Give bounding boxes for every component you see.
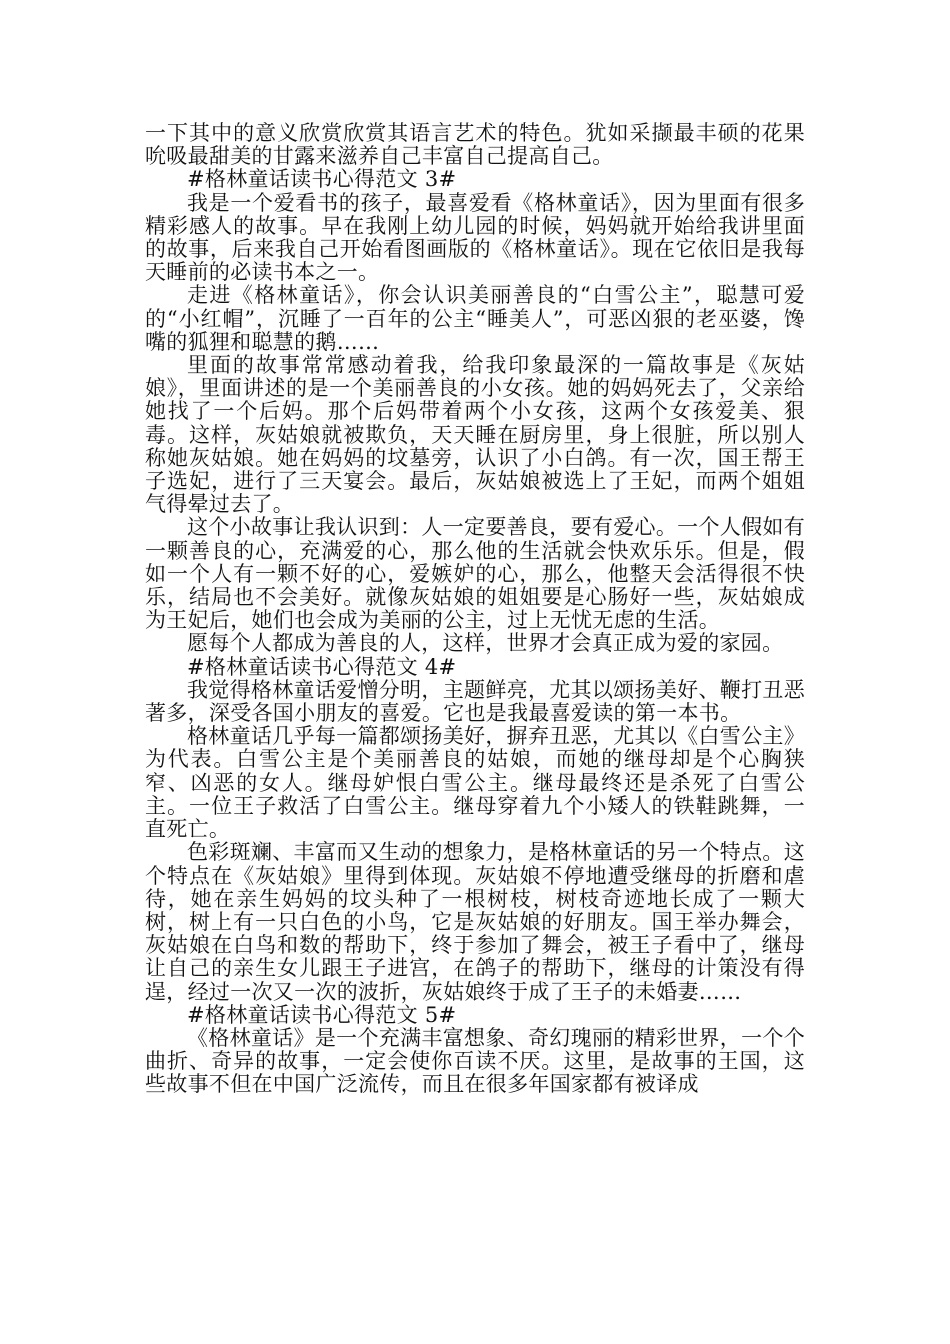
paragraph: 走进《格林童话》，你会认识美丽善良的“白雪公主”，聪慧可爱的“小红帽”，沉睡了一百年的公主“睡美人”，可恶凶狠的老巫婆，馋嘴的狐狸和聪慧的鹅…… <box>145 283 805 354</box>
section-heading-4: #格林童话读书心得范文 4# <box>187 654 457 679</box>
section-heading-3: #格林童话读书心得范文 3# <box>187 167 457 192</box>
paragraph-continued: 一下其中的意义欣赏欣赏其语言艺术的特色。犹如采撷最丰硕的花果吮吸最甜美的甘露来滋养自己丰富自己提高自己。 <box>145 121 805 169</box>
paragraph: 里面的故事常常感动着我，给我印象最深的一篇故事是《灰姑娘》，里面讲述的是一个美丽善良的小女孩。她的妈妈死去了，父亲给她找了一个后妈。那个后妈带着两个小女孩，这两个女孩爱美、狠毒。这样，灰姑娘就被欺负，天天睡在厨房里，身上很脏，所以别人称她灰姑娘。她在妈妈的坟墓旁，认识了小白鸽。有一次，国王帮王子选妃，进行了三天宴会。最后，灰姑娘被选上了王妃，而两个姐姐气得晕过去了。 <box>145 353 805 517</box>
paragraph: 色彩斑斓、丰富而又生动的想象力，是格林童话的另一个特点。这个特点在《灰姑娘》里得到体现。灰姑娘不停地遭受继母的折磨和虐待，她在亲生妈妈的坟头种了一根树枝，树枝奇迹地长成了一颗大树，树上有一只白色的小鸟，它是灰姑娘的好朋友。国王举办舞会，灰姑娘在白鸟和数的帮助下，终于参加了舞会，被王子看中了，继母让自己的亲生女儿跟王子进宫，在鸽子的帮助下，继母的计策没有得逞，经过一次又一次的波折，灰姑娘终于成了王子的未婚妻…… <box>145 840 805 1004</box>
paragraph: 这个小故事让我认识到：人一定要善良，要有爱心。一个人假如有一颗善良的心，充满爱的心，那么他的生活就会快欢乐乐。但是，假如一个人有一颗不好的心，爱嫉妒的心，那么，他整天会活得很不快乐，结局也不会美好。就像灰姑娘的姐姐要是心肠好一些，灰姑娘成为王妃后，她们也会成为美丽的公主，过上无忧无虑的生活。 <box>145 515 805 633</box>
paragraph: 我是一个爱看书的孩子，最喜爱看《格林童话》，因为里面有很多精彩感人的故事。早在我刚上幼儿园的时候，妈妈就开始给我讲里面的故事，后来我自己开始看图画版的《格林童话》。现在它依旧是我每天睡前的必读书本之一。 <box>145 190 805 285</box>
paragraph: 我觉得格林童话爱憎分明，主题鲜亮，尤其以颂扬美好、鞭打丑恶著多，深受各国小朋友的喜爱。它也是我最喜爱读的第一本书。 <box>145 677 805 726</box>
paragraph: 愿每个人都成为善良的人，这样，世界才会真正成为爱的家园。 <box>187 631 784 656</box>
paragraph: 《格林童话》是一个充满丰富想象、奇幻瑰丽的精彩世界，一个个曲折、奇异的故事，一定会使你百读不厌。这里，是故事的王国，这些故事不但在中国广泛流传，而且在很多年国家都有被译成 <box>145 1025 805 1097</box>
section-heading-5: #格林童话读书心得范文 5# <box>187 1002 457 1027</box>
paragraph: 格林童话几乎每一篇都颂扬美好，摒弃丑恶，尤其以《白雪公主》为代表。白雪公主是个美丽善良的姑娘，而她的继母却是个心胸狭窄、凶恶的女人。继母妒恨白雪公主。继母最终还是杀死了白雪公主。一位王子救活了白雪公主。继母穿着九个小矮人的铁鞋跳舞，一直死亡。 <box>145 724 805 842</box>
document-page <box>145 122 805 1097</box>
